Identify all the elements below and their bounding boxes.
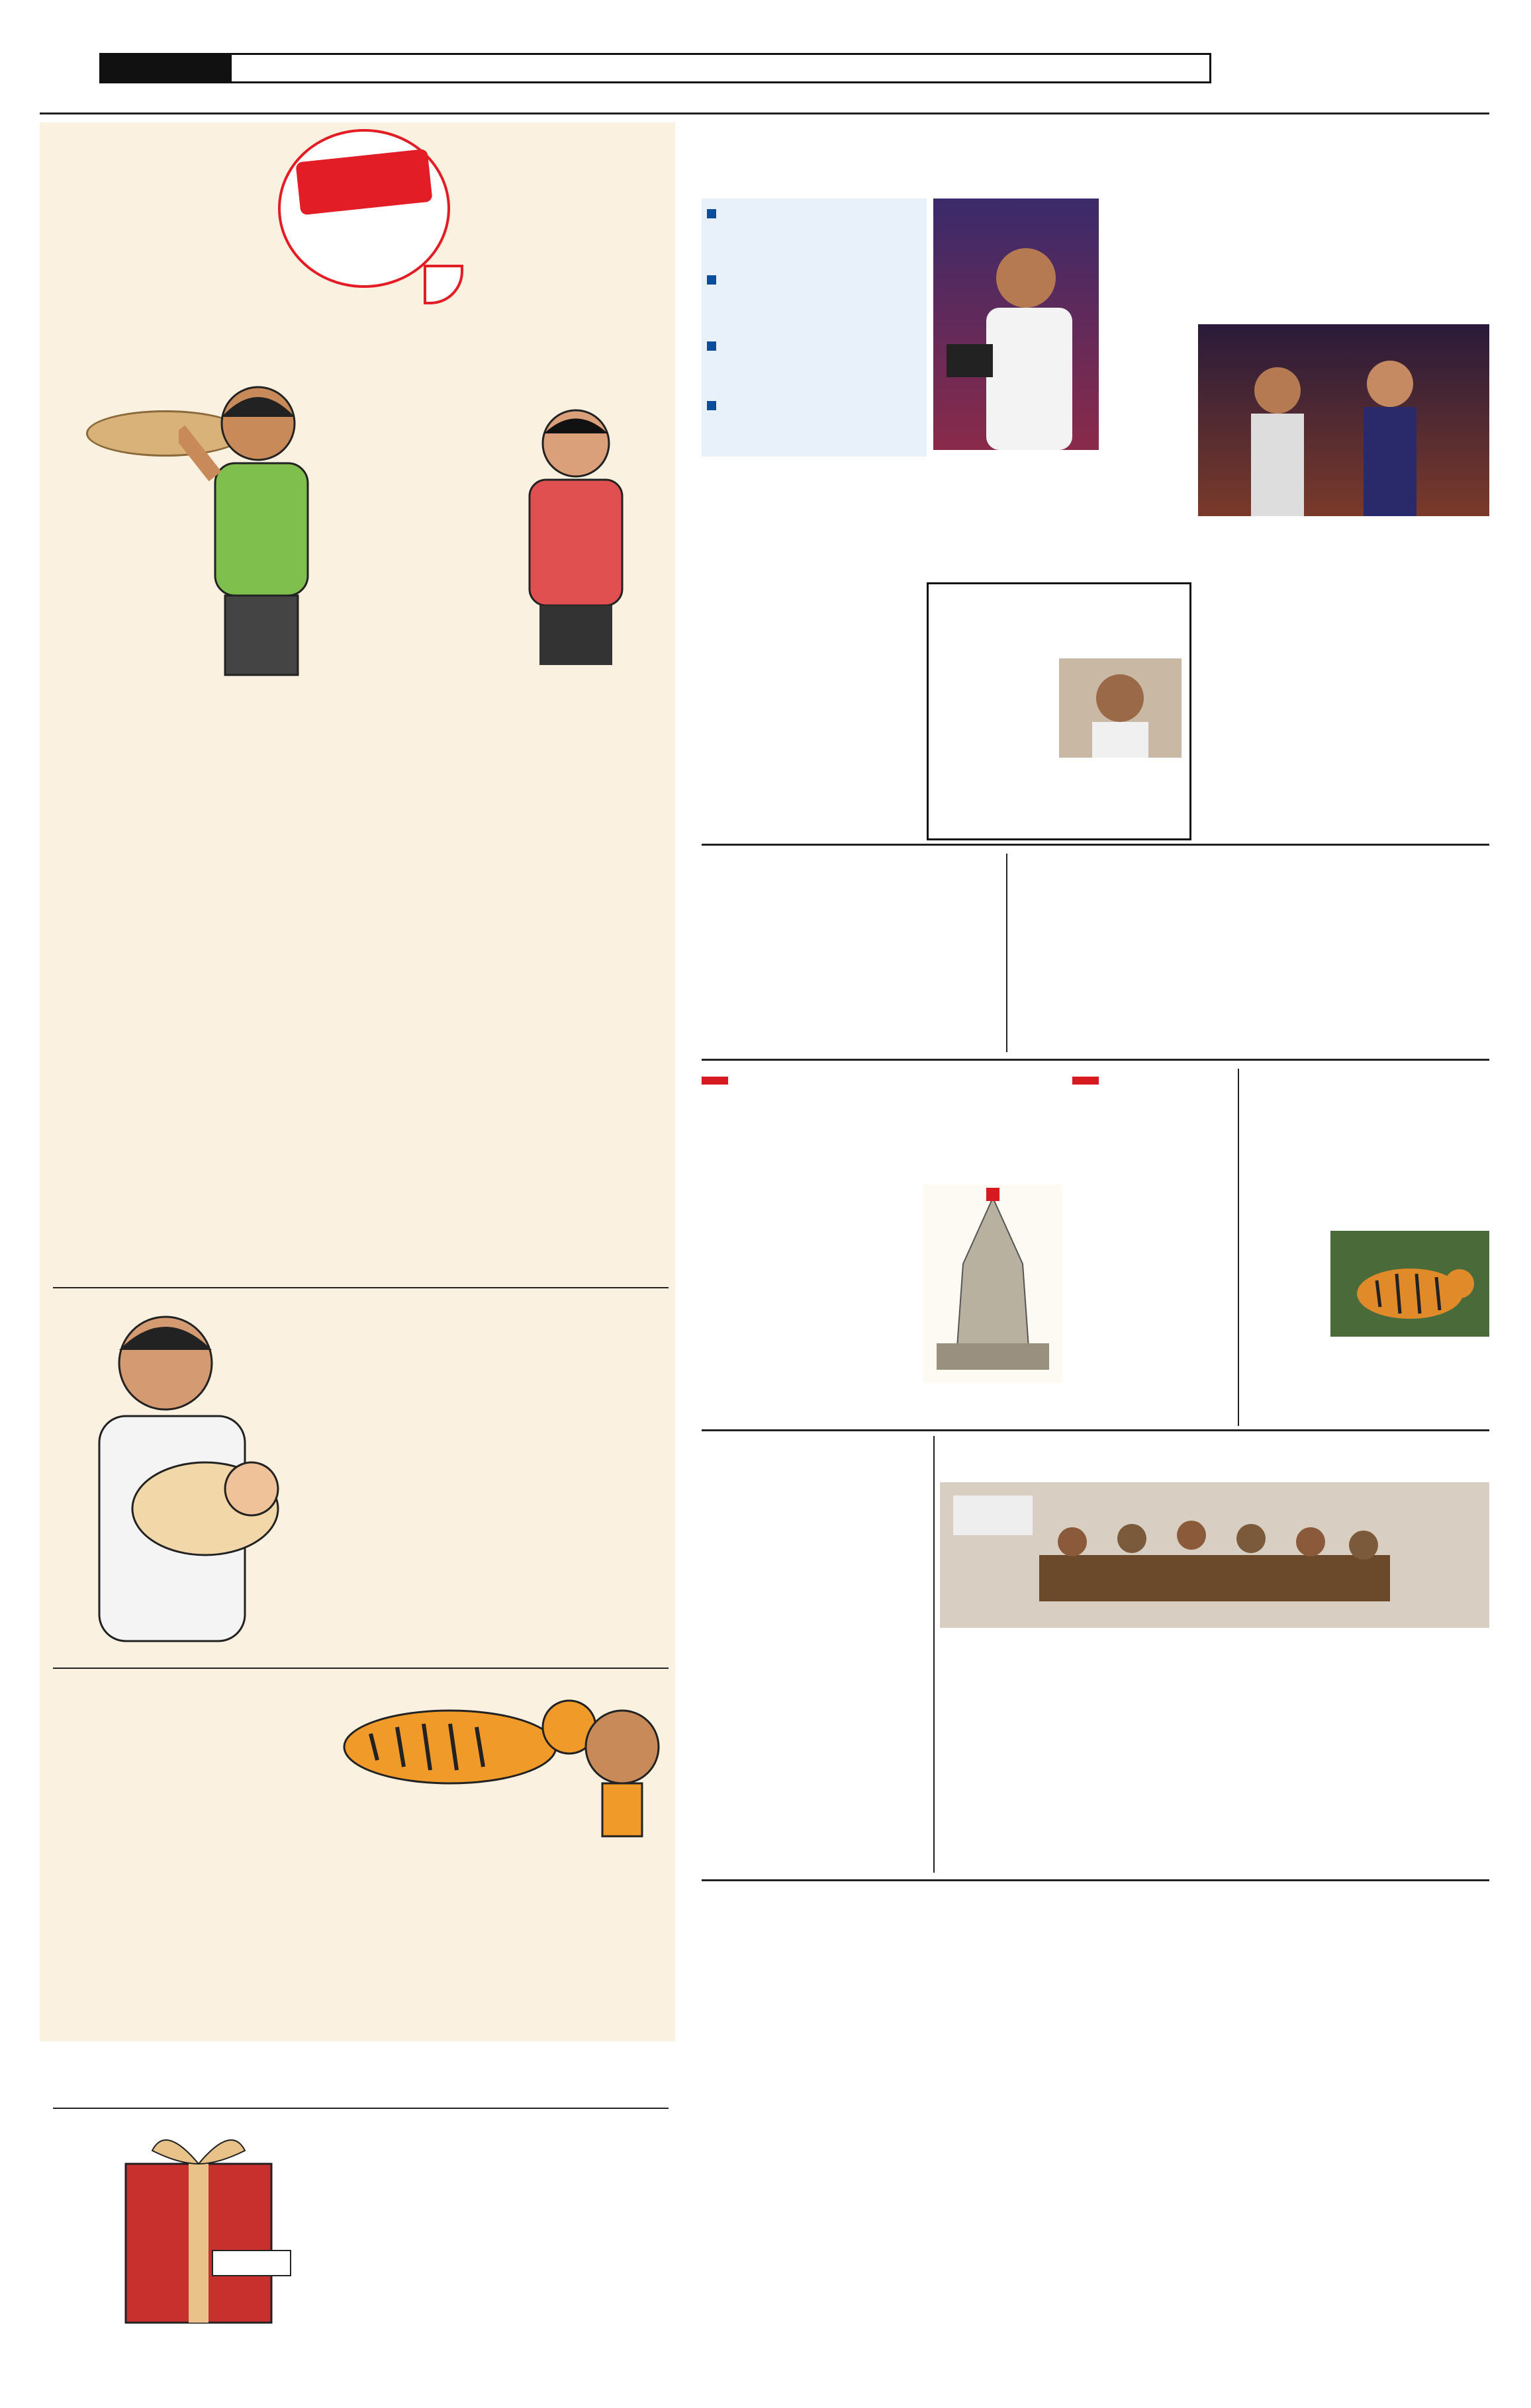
cartoon-baby [53, 1304, 304, 1648]
zeenat-text-2 [1244, 1231, 1327, 1423]
lead-photo-caption [937, 424, 1095, 443]
bullet-square-icon [707, 209, 716, 218]
page-number [40, 46, 86, 86]
kicker-red-rule-left [702, 1077, 728, 1085]
bullet-square-icon [707, 275, 716, 285]
masthead-subtitle [1390, 89, 1476, 103]
major-text [1013, 914, 1489, 1053]
gift-illustration [106, 2124, 291, 2336]
court-puri-divider [933, 1436, 935, 1873]
salad-badge-bottom [304, 215, 424, 261]
lead-separator [702, 844, 1489, 846]
lead-dateline [702, 463, 927, 484]
file-text [311, 2177, 669, 2336]
tiger-separator [53, 2108, 669, 2109]
court-dateline [702, 1515, 927, 1535]
salad-right-headline [490, 136, 669, 222]
file-headline [311, 2134, 669, 2174]
major-headline [1013, 847, 1489, 893]
lead-bullet-4 [707, 396, 921, 422]
temple-dateline [702, 1165, 913, 1184]
gift-label [212, 2250, 291, 2276]
temple-kicker-bar [702, 1069, 1099, 1093]
salad-separator [53, 1287, 669, 1288]
zeenat-photo [1330, 1231, 1489, 1337]
kicker-red-rule-right [1072, 1077, 1099, 1085]
salad-right-text-2 [424, 668, 669, 966]
baby-separator [53, 1668, 669, 1669]
zeenat-text [1244, 1113, 1489, 1226]
salad-left-text-2 [53, 463, 185, 993]
cartoon-tiger [331, 1674, 669, 1840]
zeenat-dateline [1244, 1093, 1489, 1113]
lead-bullet-3 [707, 336, 921, 396]
bullet-square-icon [707, 401, 716, 410]
cartoon-builder [179, 377, 351, 682]
header-city-en [99, 53, 232, 83]
bottom-row-rule [702, 1879, 1489, 1881]
page-header [0, 0, 1531, 112]
lead-bullet-1 [707, 204, 921, 270]
puri-headline [940, 1433, 1489, 1479]
cm-headline [702, 850, 999, 890]
salad-left-headline [53, 136, 271, 222]
puri-photo [940, 1482, 1489, 1628]
lead-inset-text [933, 658, 1056, 837]
major-separator [702, 1059, 1489, 1061]
baby-headline [318, 1314, 669, 1353]
lead-bullets [702, 199, 927, 457]
temple-photo [923, 1184, 1062, 1383]
temple-headline [702, 1092, 1112, 1158]
puri-dateline [940, 1634, 1119, 1654]
lead-headline [702, 126, 1489, 199]
lead-photo-2 [1198, 324, 1489, 516]
temple-kicker [735, 1069, 1066, 1093]
cm-major-divider [1006, 854, 1007, 1052]
salad-left-text [53, 228, 271, 341]
masthead-logo [1258, 26, 1476, 93]
lead-bullet-2 [707, 270, 921, 336]
lead-col1-text [702, 486, 927, 758]
lead-inset-headline [933, 586, 1185, 652]
temple-text-2 [1066, 1098, 1231, 1423]
temple-zeenat-divider [1238, 1069, 1239, 1426]
cm-dateline [702, 893, 999, 913]
temple-text [702, 1186, 920, 1424]
court-headline [702, 1436, 927, 1509]
header-date-or [986, 53, 1211, 83]
zeenat-headline [1244, 1065, 1489, 1092]
tiger-headline [53, 1681, 331, 1773]
major-dateline [1013, 893, 1489, 913]
baby-text [318, 1363, 669, 1641]
cm-text [702, 914, 999, 1053]
header-city-or [867, 53, 980, 83]
lead-col3-text [933, 457, 1191, 582]
header-date-en [252, 53, 530, 83]
salad-bottom-text [53, 999, 669, 1277]
temple-separator [702, 1429, 1489, 1431]
court-text [702, 1537, 927, 1867]
puri-text-2 [1125, 1634, 1304, 1866]
tiger-text [53, 1846, 669, 2098]
header-rule [40, 112, 1489, 114]
puri-text-3 [1311, 1634, 1489, 1866]
salad-right-text [477, 228, 669, 394]
bullet-square-icon [707, 341, 716, 351]
lead-photo-1 [933, 199, 1099, 450]
lead-inset-photo [1059, 658, 1182, 758]
lead-col5-text [1291, 199, 1489, 331]
cartoon-officer [496, 404, 655, 668]
puri-text [940, 1656, 1119, 1867]
lead-col4-text [1198, 523, 1489, 834]
